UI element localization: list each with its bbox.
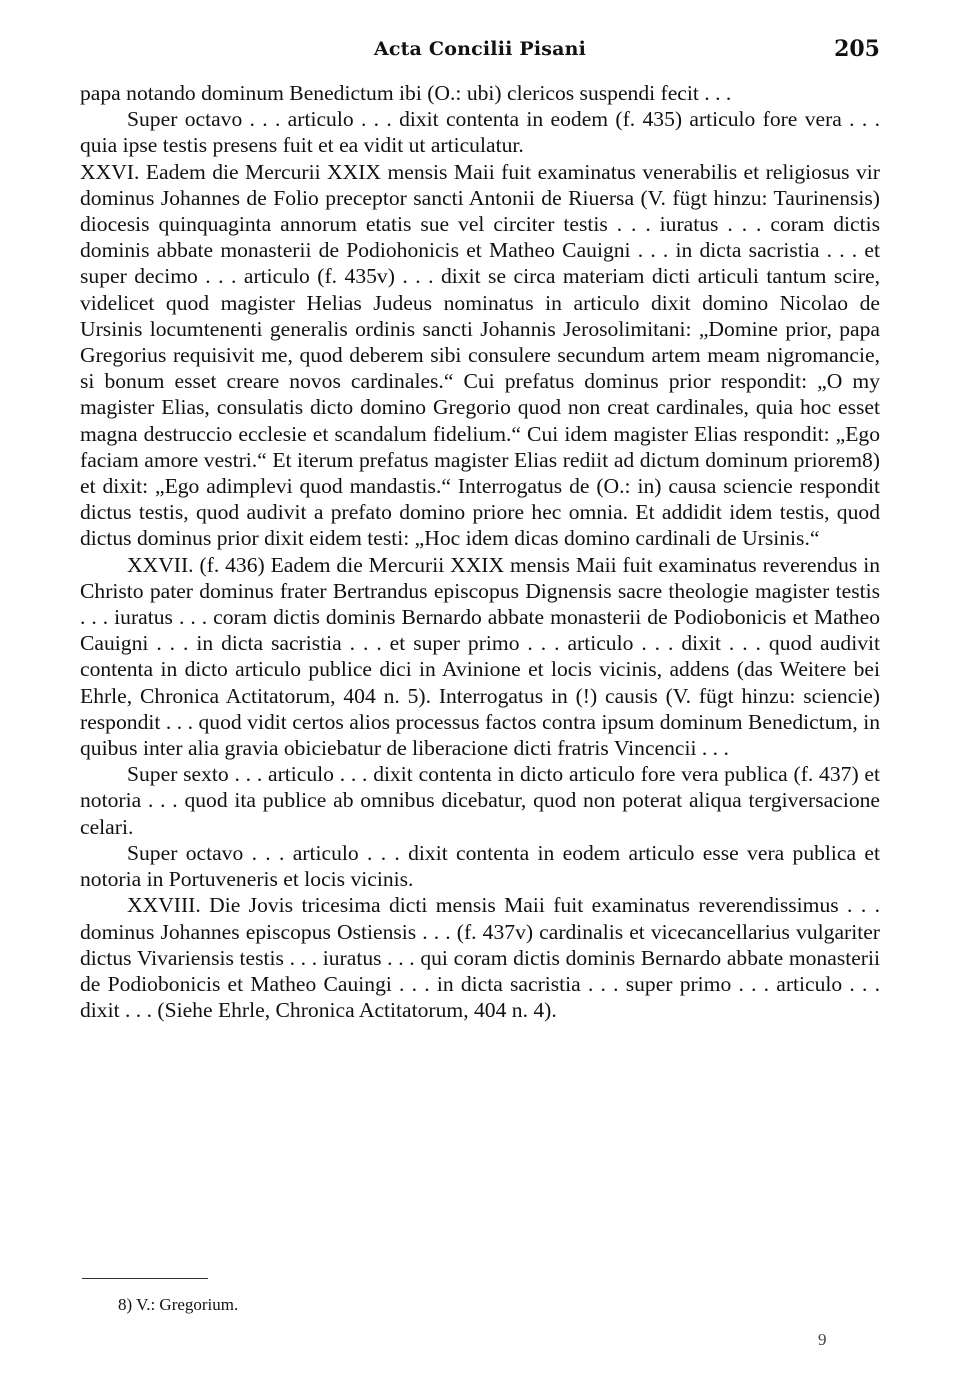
paragraph: XXVIII. Die Jovis tricesima dicti mensis Maii fuit examinatus reverendissimus . . . dominus Johannes episcopus Ostiensis . . . (f. 437v) cardinalis et vicecancellarius vulgariter dictus Vivariensis testis . . . iuratus . . . qui coram dictis dominis Bernardo abbate monasterii de Podiobonicis et Matheo Cauingi . . . in dicta sacristia . . . super primo . . . articulo . . . dixit . . . (Siehe Ehrle, Chronica Actitatorum, 404 n. 4). [80,893,880,1023]
body-text [80,80,880,1023]
paragraph: Super octavo . . . articulo . . . dixit contenta in eodem (f. 435) articulo fore vera . . . quia ipse testis presens fuit et ea vidit ut articulatur. [80,107,880,158]
page-number: 205 [834,36,880,62]
footnote-divider [82,1278,208,1279]
paragraph: papa notando dominum Benedictum ibi (O.: ubi) clericos suspendi fecit . . . [80,81,732,105]
paragraph: XXVI. Eadem die Mercurii XXIX mensis Maii fuit examinatus venerabilis et religiosus vir dominus Johannes de Folio preceptor sancti Antonii de Riuersa (V. fügt hinzu: Taurinensis) diocesis quinquaginta annorum etatis sue vel circiter testis . . . iuratus . . . coram dictis dominis abbate monasterii de Podiohonicis et Matheo Cauigni . . . in dicta sacristia . . . et super decimo . . . articulo (f. 435v) . . . dixit se circa materiam dicti articuli tantum scire, videlicet quod magister Helias Judeus nominatus in articulo dixit domino Nicolao de Ursinis locumtenenti generalis ordinis sancti Johannis Jerosolimitani: „Domine prior, papa Gregorius requisivit me, quod deberem sibi consulere secundum artem meam nigromancie, si bonum esset creare novos cardinales.“ Cui prefatus dominus prior respondit: „O my magister Elias, consulatis dicto domino Gregorio quod non creat cardinales, quia hoc esset magna destruccio ecclesie et scandalum fidelium.“ Cui idem magister Elias respondit: „Ego faciam amore vestri.“ Et iterum prefatus magister Elias rediit ad dictum dominum priorem8) et dixit: „Ego adimplevi quod mandastis.“ Interrogatus de (O.: in) causa sciencie respondit dictus testis, quod audivit a prefato domino priore hec omnia. Et addidit idem testis, quod dictus dominus prior dixit eidem testi: „Hoc idem dicas domino cardinali de Ursinis.“ [80,159,880,551]
footnote: 8) V.: Gregorium. [118,1295,239,1314]
signature-mark: 9 [818,1330,827,1349]
page-header [80,38,880,68]
paragraph: XXVII. (f. 436) Eadem die Mercurii XXIX mensis Maii fuit examinatus reverendus in Christo pater dominus frater Bertrandus episcopus Dignensis sacre theologie magister testis . . . iuratus . . . coram dictis dominis Bernardo abbate monasterii de Podiobonicis et Matheo Cauigni . . . in dicta sacristia . . . et super primo . . . articulo . . . dixit . . . quod audivit contenta in dicto articulo publice dici in Avinione et locis vicinis, addens (das Weitere bei Ehrle, Chronica Actitatorum, 404 n. 5). Interrogatus in (!) causis (V. fügt hinzu: sciencie) respondit . . . quod vidit certos alios processus factos contra ipsum dominum Benedictum, in quibus inter alia gravia obiciebatur de liberacione dicti fratris Vincencii . . . [80,552,880,761]
paragraph: Super octavo . . . articulo . . . dixit contenta in eodem articulo esse vera publica et notoria in Portuveneris et locis vicinis. [80,840,880,892]
paragraph: Super sexto . . . articulo . . . dixit contenta in dicto articulo fore vera publica (f. 437) et notoria . . . quod ita publice ab omnibus dicebatur, quod non poterat aliqua tergiversacione celari. [80,762,880,839]
running-title: Acta Concilii Pisani [373,38,587,60]
